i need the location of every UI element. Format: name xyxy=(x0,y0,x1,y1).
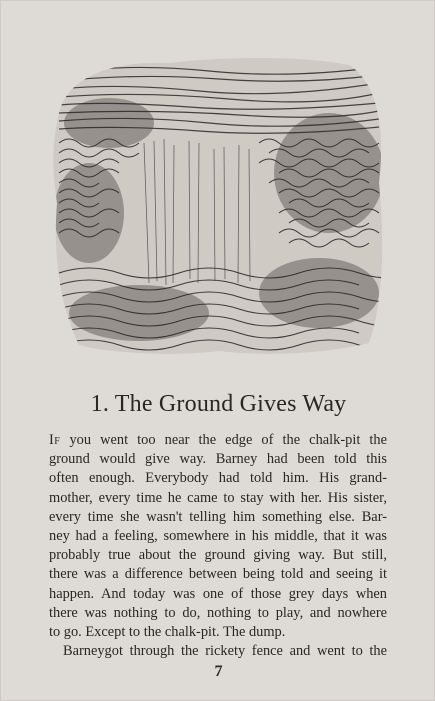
text-line: often enough. Everybody had told him. His grand- xyxy=(49,470,387,487)
text-line: ground would give way. Barney had been told this xyxy=(49,451,387,468)
text-line: ney had a feeling, somewhere in his middle, that it was xyxy=(49,528,387,545)
text-line: probably true about the ground giving way. But still, xyxy=(49,547,387,564)
text-line: every time she wasn't telling him something else. Bar- xyxy=(49,508,387,525)
text-line: If you went too near the edge of the chalk-pit the xyxy=(49,432,387,448)
text-line: there was nothing to do, nothing to play, and nowhere xyxy=(49,604,387,621)
text-line: mother, every time he came to stay with her. His sister, xyxy=(49,489,387,506)
text-line: Barneygot through the rickety fence and went to the xyxy=(63,643,387,660)
text-line: to go. Except to the chalk-pit. The dump. xyxy=(49,624,286,641)
text-line: happen. And today was one of those grey days when xyxy=(49,585,387,602)
page-number: 7 xyxy=(214,663,223,680)
chapter-title: 1. The Ground Gives Way xyxy=(90,391,347,417)
text-line: there was a difference between being told and seeing it xyxy=(49,566,387,583)
dropcap-word: If xyxy=(49,432,61,448)
chapter-body xyxy=(49,431,387,661)
chalk-pit-illustration xyxy=(49,53,387,359)
